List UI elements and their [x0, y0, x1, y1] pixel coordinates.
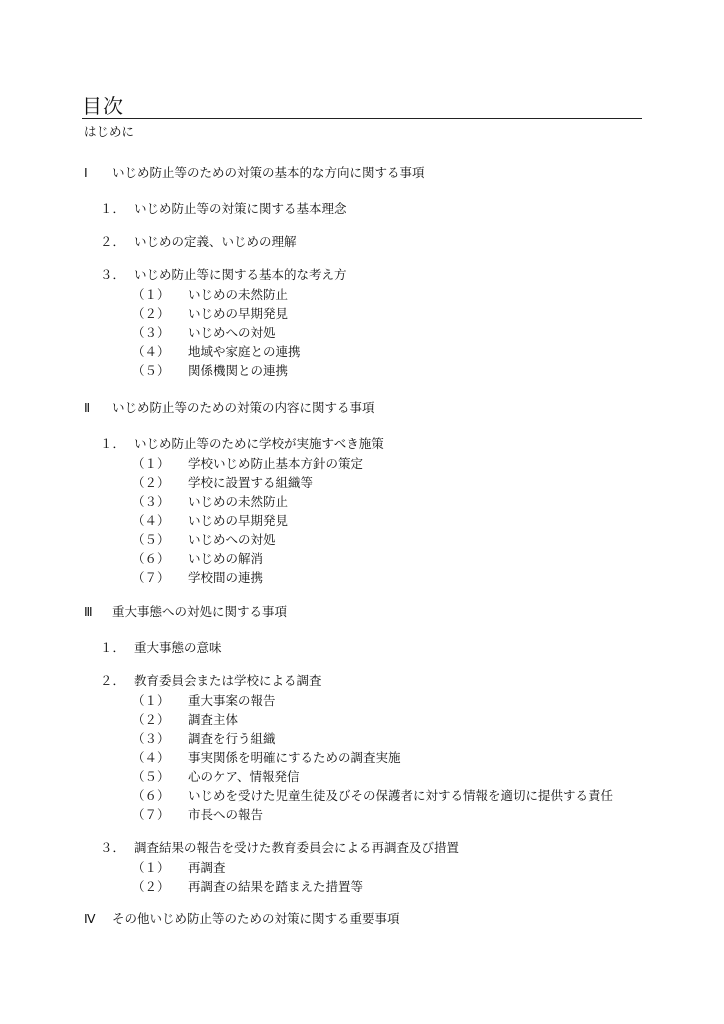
toc-subitem[interactable] — [132, 860, 226, 876]
toc-item[interactable] — [100, 673, 322, 689]
toc-entry-intro[interactable] — [84, 124, 134, 140]
item-number: １． — [100, 640, 126, 655]
toc-subitem[interactable] — [132, 807, 263, 823]
subitem-number: （３） — [132, 494, 170, 509]
item-title: 教育委員会または学校による調査 — [134, 673, 322, 688]
subitem-number: （１） — [132, 287, 170, 302]
item-number: ３． — [100, 267, 126, 282]
subitem-number: （４） — [132, 750, 170, 765]
toc-subitem[interactable] — [132, 879, 363, 895]
subitem-title: いじめの解消 — [188, 551, 264, 566]
subitem-title: 再調査 — [188, 860, 226, 875]
toc-subitem[interactable] — [132, 551, 263, 567]
item-number: ３． — [100, 840, 126, 855]
section-title: いじめ防止等のための対策の基本的な方向に関する事項 — [112, 165, 425, 180]
toc-entry-label: はじめに — [84, 124, 135, 139]
toc-subitem[interactable] — [132, 712, 238, 728]
toc-subitem[interactable] — [132, 456, 363, 472]
subitem-number: （４） — [132, 513, 170, 528]
toc-section-heading[interactable] — [84, 400, 375, 416]
subitem-number: （１） — [132, 860, 170, 875]
subitem-title: いじめへの対処 — [188, 532, 276, 547]
subitem-title: いじめへの対処 — [188, 325, 276, 340]
subitem-title: 市長への報告 — [188, 807, 264, 822]
section-title: いじめ防止等のための対策の内容に関する事項 — [112, 400, 375, 415]
item-title: 調査結果の報告を受けた教育委員会による再調査及び措置 — [134, 840, 460, 855]
toc-subitem[interactable] — [132, 475, 313, 491]
toc-title-underline — [82, 94, 642, 119]
subitem-number: （２） — [132, 879, 170, 894]
toc-subitem[interactable] — [132, 306, 288, 322]
toc-subitem[interactable] — [132, 788, 613, 804]
toc-subitem[interactable] — [132, 769, 300, 785]
toc-subitem[interactable] — [132, 693, 276, 709]
toc-subitem[interactable] — [132, 287, 288, 303]
toc-item[interactable] — [100, 201, 347, 217]
section-numeral: Ⅱ — [84, 400, 91, 415]
subitem-number: （５） — [132, 769, 170, 784]
subitem-number: （６） — [132, 551, 170, 566]
toc-item[interactable] — [100, 267, 347, 283]
subitem-title: 学校に設置する組織等 — [188, 475, 314, 490]
toc-section-heading[interactable] — [84, 911, 400, 927]
subitem-number: （３） — [132, 731, 170, 746]
subitem-number: （２） — [132, 475, 170, 490]
subitem-title: 重大事案の報告 — [188, 693, 276, 708]
toc-subitem[interactable] — [132, 750, 401, 766]
subitem-title: いじめの未然防止 — [188, 287, 289, 302]
subitem-number: （１） — [132, 456, 170, 471]
subitem-title: 学校間の連携 — [188, 570, 264, 585]
subitem-title: いじめを受けた児童生徒及びその保護者に対する情報を適切に提供する責任 — [188, 788, 614, 803]
item-title: いじめの定義、いじめの理解 — [134, 234, 297, 249]
toc-subitem[interactable] — [132, 344, 301, 360]
subitem-number: （３） — [132, 325, 170, 340]
page-title: 目次 — [82, 94, 124, 118]
subitem-title: いじめの早期発見 — [188, 513, 289, 528]
toc-section-heading[interactable] — [84, 165, 425, 181]
toc-subitem[interactable] — [132, 494, 288, 510]
subitem-number: （７） — [132, 807, 170, 822]
toc-item[interactable] — [100, 436, 384, 452]
toc-subitem[interactable] — [132, 363, 288, 379]
subitem-title: 調査主体 — [188, 712, 239, 727]
toc-subitem[interactable] — [132, 731, 276, 747]
toc-subitem[interactable] — [132, 532, 276, 548]
toc-item[interactable] — [100, 234, 297, 250]
section-numeral: Ⅰ — [84, 165, 88, 180]
subitem-number: （２） — [132, 306, 170, 321]
subitem-number: （６） — [132, 788, 170, 803]
section-numeral: Ⅳ — [84, 911, 96, 926]
item-title: いじめ防止等のために学校が実施すべき施策 — [134, 436, 384, 451]
toc-section-heading[interactable] — [84, 604, 287, 620]
toc-subitem[interactable] — [132, 513, 288, 529]
item-number: １． — [100, 201, 126, 216]
subitem-title: 学校いじめ防止基本方針の策定 — [188, 456, 364, 471]
subitem-title: 調査を行う組織 — [188, 731, 276, 746]
item-title: 重大事態の意味 — [134, 640, 222, 655]
subitem-title: 事実関係を明確にするための調査実施 — [188, 750, 401, 765]
subitem-title: 関係機関との連携 — [188, 363, 289, 378]
subitem-title: 地域や家庭との連携 — [188, 344, 301, 359]
subitem-number: （２） — [132, 712, 170, 727]
section-title: その他いじめ防止等のための対策に関する重要事項 — [112, 911, 400, 926]
subitem-number: （１） — [132, 693, 170, 708]
section-numeral: Ⅲ — [84, 604, 93, 619]
item-number: １． — [100, 436, 126, 451]
item-title: いじめ防止等に関する基本的な考え方 — [134, 267, 347, 282]
toc-subitem[interactable] — [132, 325, 276, 341]
section-title: 重大事態への対処に関する事項 — [112, 604, 288, 619]
subitem-title: いじめの早期発見 — [188, 306, 289, 321]
toc-item[interactable] — [100, 840, 459, 856]
subitem-number: （７） — [132, 570, 170, 585]
toc-item[interactable] — [100, 640, 222, 656]
subitem-title: 心のケア、情報発信 — [188, 769, 300, 784]
subitem-number: （４） — [132, 344, 170, 359]
subitem-title: いじめの未然防止 — [188, 494, 289, 509]
item-title: いじめ防止等の対策に関する基本理念 — [134, 201, 347, 216]
subitem-number: （５） — [132, 532, 170, 547]
subitem-number: （５） — [132, 363, 170, 378]
toc-subitem[interactable] — [132, 570, 263, 586]
item-number: ２． — [100, 234, 126, 249]
subitem-title: 再調査の結果を踏まえた措置等 — [188, 879, 364, 894]
item-number: ２． — [100, 673, 126, 688]
